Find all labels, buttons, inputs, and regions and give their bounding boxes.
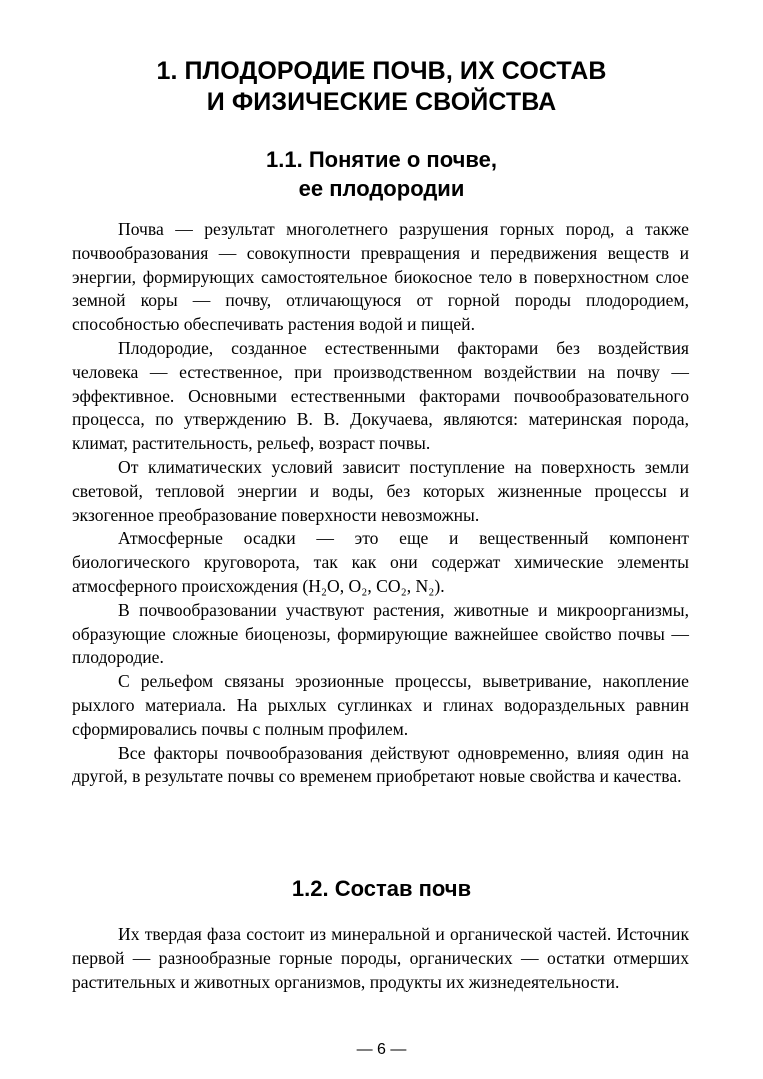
- paragraph: Почва — результат многолетнего разрушения горных пород, а также почвообразования — совокупности превращения и передвижения веществ и энергии, формирующих самостоятельное биокосное тело в поверхностном слое земной коры — почву, отличающуюся от горной породы плодородием, способностью обеспечивать растения водой и пищей.: [72, 219, 689, 335]
- paragraph: С рельефом связаны эрозионные процессы, выветривание, накопление рыхлого материала. На рыхлых суглинках и глинах водораздельных равнин сформировались почвы с полным профилем.: [72, 671, 689, 739]
- paragraph: Плодородие, созданное естественными факторами без воздействия человека — естественное, при производственном воздействии на почву — эффективное. Основными естественными факторами почвообразовательного процесса, по утверждению В. В. Докучаева, являются: материнская порода, климат, растительность, рельеф, возраст почвы.: [72, 337, 689, 454]
- page-number: — 6 —: [356, 1041, 407, 1058]
- section-2-title: 1.2. Состав почв: [291, 876, 472, 901]
- chapter-title: [0, 56, 763, 118]
- paragraph: В почвообразовании участвуют растения, животные и микроорганизмы, образующие сложные биоценозы, формирующие важнейшее свойство почвы — плодородие.: [72, 599, 689, 668]
- paragraph: Их твердая фаза состоит из минеральной и органической частей. Источник первой — разнообразные горные породы, органических — остатки отмерших растительных и животных организмов, продукты их жизнедеятельности.: [72, 924, 689, 992]
- section-1-title: [0, 145, 763, 203]
- section-2-body: [72, 923, 689, 994]
- paragraph: Все факторы почвообразования действуют одновременно, влияя один на другой, в результате почвы со временем приобретают новые свойства и качества.: [72, 742, 689, 787]
- paragraph: Атмосферные осадки — это еще и вещественный компонент биологического круговорота, так как они содержат химические элементы атмосферного происхождения (H₂O, O₂, CO₂, N₂).: [72, 528, 689, 596]
- chapter-title-line-2: И ФИЗИЧЕСКИЕ СВОЙСТВА: [206, 88, 557, 116]
- chapter-title-line-1: 1. ПЛОДОРОДИЕ ПОЧВ, ИХ СОСТАВ: [156, 57, 607, 85]
- section-1-title-line-1: 1.1. Понятие о почве,: [266, 147, 497, 172]
- section-1-body: [72, 218, 689, 789]
- section-1-title-line-2: ее плодородии: [298, 176, 465, 201]
- paragraph: От климатических условий зависит поступление на поверхность земли световой, тепловой энергии и воды, без которых жизненные процессы и экзогенное преобразование поверхности невозможны.: [72, 456, 689, 525]
